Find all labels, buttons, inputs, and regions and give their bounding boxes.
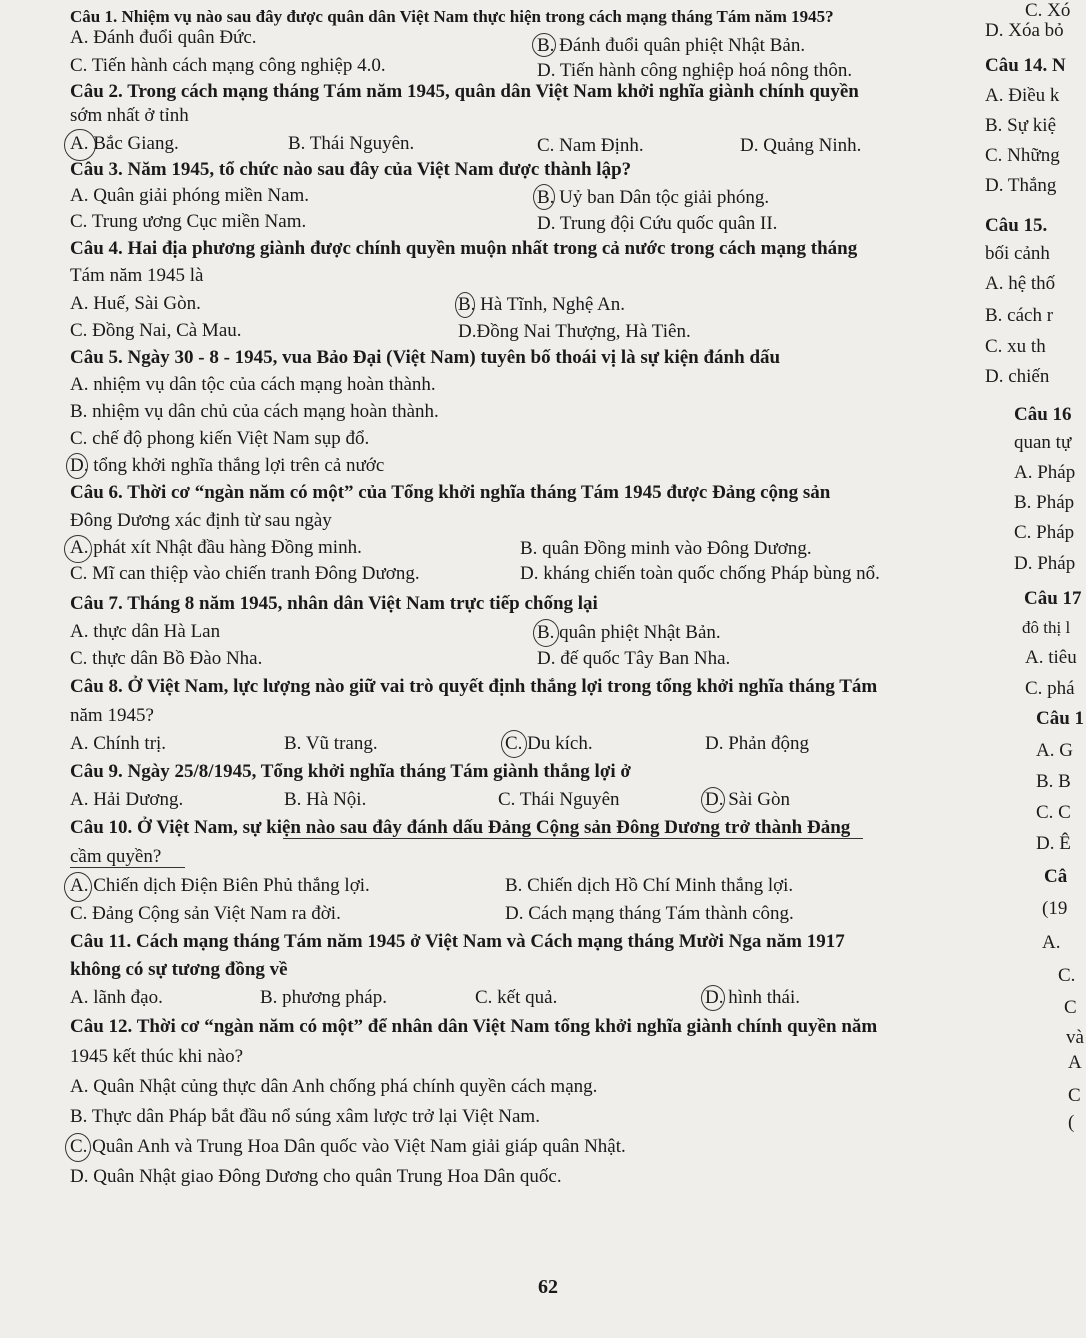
q10-underline-2: [70, 867, 185, 868]
right-col-line: C. Những: [985, 145, 1060, 166]
q8-answer-circle: [501, 730, 527, 758]
q1-answer-circle: [532, 33, 556, 57]
q12-stem-line2: 1945 kết thúc khi nào?: [70, 1046, 244, 1067]
q9-stem: Câu 9. Ngày 25/8/1945, Tổng khởi nghĩa tháng Tám giành thắng lợi ở: [70, 761, 631, 782]
q7-option-b: B. quân phiệt Nhật Bản.: [537, 622, 721, 643]
q3-answer-circle: [533, 184, 555, 210]
right-col-line: Câu 14. N: [985, 55, 1066, 76]
right-col-line: B. Pháp: [1014, 492, 1075, 513]
right-col-line: (: [1068, 1112, 1075, 1133]
q4-option-c: C. Đồng Nai, Cà Mau.: [70, 320, 242, 341]
q11-option-b: B. phương pháp.: [260, 987, 387, 1008]
page-number: 62: [538, 1276, 558, 1298]
right-col-line: B. cách r: [985, 305, 1054, 326]
q6-stem-line1: Câu 6. Thời cơ “ngàn năm có một” của Tổng khởi nghĩa tháng Tám 1945 được Đảng cộng sản: [70, 482, 831, 503]
right-col-line: D. chiến: [985, 366, 1050, 387]
q5-option-b: B. nhiệm vụ dân chủ của cách mạng hoàn thành.: [70, 401, 439, 422]
q8-option-d: D. Phản động: [705, 733, 809, 754]
q10-answer-circle: [64, 872, 92, 902]
right-col-line: C. C: [1036, 802, 1071, 823]
right-col-line: A: [1068, 1052, 1082, 1073]
q12-stem-line1: Câu 12. Thời cơ “ngàn năm có một” để nhân dân Việt Nam tổng khởi nghĩa giành chính quyền năm: [70, 1016, 878, 1037]
q8-option-c: C. Du kích.: [505, 733, 593, 754]
q5-stem: Câu 5. Ngày 30 - 8 - 1945, vua Bảo Đại (Việt Nam) tuyên bố thoái vị là sự kiện đánh dấu: [70, 347, 781, 368]
q10-option-a: A. Chiến dịch Điện Biên Phủ thắng lợi.: [70, 875, 370, 896]
q4-stem-line2: Tám năm 1945 là: [70, 265, 204, 286]
q12-answer-circle: [65, 1133, 91, 1162]
right-col-line: D. Xóa bỏ: [985, 20, 1064, 41]
q1-option-b: B. Đánh đuổi quân phiệt Nhật Bản.: [537, 35, 806, 56]
q3-option-a: A. Quân giải phóng miền Nam.: [70, 185, 310, 206]
q10-option-d: D. Cách mạng tháng Tám thành công.: [505, 903, 794, 924]
q4-option-b: B. Hà Tĩnh, Nghệ An.: [458, 294, 625, 315]
q10-option-c: C. Đảng Cộng sản Việt Nam ra đời.: [70, 903, 341, 924]
right-col-line: (19: [1042, 898, 1068, 919]
right-col-line: B. Sự kiệ: [985, 115, 1056, 136]
q3-option-c: C. Trung ương Cục miền Nam.: [70, 211, 307, 232]
q6-option-d: D. kháng chiến toàn quốc chống Pháp bùng nổ.: [520, 563, 880, 584]
q12-option-a: A. Quân Nhật củng thực dân Anh chống phá chính quyền cách mạng.: [70, 1076, 598, 1097]
q12-option-c: C. Quân Anh và Trung Hoa Dân quốc vào Việt Nam giải giáp quân Nhật.: [70, 1136, 626, 1157]
q5-option-c: C. chế độ phong kiến Việt Nam sụp đổ.: [70, 428, 370, 449]
right-col-line: D. Ê: [1036, 833, 1071, 854]
q1-option-c: C. Tiến hành cách mạng công nghiệp 4.0.: [70, 55, 386, 76]
q11-option-d: D. hình thái.: [705, 987, 800, 1008]
right-col-line: Câu 17: [1024, 588, 1082, 609]
q1-stem: Câu 1. Nhiệm vụ nào sau đây được quân dân Việt Nam thực hiện trong cách mạng tháng Tám năm 1945?: [70, 7, 834, 26]
q10-underline: [283, 838, 863, 839]
q8-option-b: B. Vũ trang.: [284, 733, 378, 754]
right-col-line: C. phá: [1025, 678, 1075, 699]
q6-option-a: A. phát xít Nhật đầu hàng Đồng minh.: [70, 537, 362, 558]
q10-stem-line1: Câu 10. Ở Việt Nam, sự kiện nào sau đây đánh dấu Đảng Cộng sản Đông Dương trở thành Đảng: [70, 817, 851, 838]
q9-answer-circle: [701, 787, 725, 813]
right-col-line: C: [1068, 1085, 1081, 1106]
q2-option-c: C. Nam Định.: [537, 135, 644, 156]
q10-stem-line2: cầm quyền?: [70, 846, 162, 867]
right-col-line: quan tự: [1014, 432, 1072, 453]
right-col-line: A. Điều k: [985, 85, 1060, 106]
q8-option-a: A. Chính trị.: [70, 733, 167, 754]
q10-option-b: B. Chiến dịch Hồ Chí Minh thắng lợi.: [505, 875, 794, 896]
q6-option-b: B. quân Đồng minh vào Đông Dương.: [520, 538, 812, 559]
q3-option-d: D. Trung đội Cứu quốc quân II.: [537, 213, 778, 234]
q9-option-b: B. Hà Nội.: [284, 789, 367, 810]
q11-stem-line1: Câu 11. Cách mạng tháng Tám năm 1945 ở Việt Nam và Cách mạng tháng Mười Nga năm 1917: [70, 931, 845, 952]
q4-option-d: D.Đồng Nai Thượng, Hà Tiên.: [458, 321, 691, 342]
q1-option-d: D. Tiến hành công nghiệp hoá nông thôn.: [537, 60, 853, 81]
q8-stem-line1: Câu 8. Ở Việt Nam, lực lượng nào giữ vai trò quyết định thắng lợi trong tổng khởi nghĩa tháng Tám: [70, 676, 878, 697]
q11-option-c: C. kết quả.: [475, 987, 558, 1008]
q6-answer-circle: [64, 535, 92, 563]
q7-option-d: D. đế quốc Tây Ban Nha.: [537, 648, 731, 669]
q9-option-d: D. Sài Gòn: [705, 789, 790, 810]
q5-option-d: D. tổng khởi nghĩa thắng lợi trên cả nước: [70, 455, 385, 476]
right-col-line: A. hệ thố: [985, 273, 1056, 294]
q3-stem: Câu 3. Năm 1945, tổ chức nào sau đây của Việt Nam được thành lập?: [70, 159, 632, 180]
q7-option-a: A. thực dân Hà Lan: [70, 621, 221, 642]
q8-stem-line2: năm 1945?: [70, 705, 154, 726]
right-col-line: B. B: [1036, 771, 1071, 792]
q2-stem-line1: Câu 2. Trong cách mạng tháng Tám năm 1945, quân dân Việt Nam khởi nghĩa giành chính quyền: [70, 81, 859, 102]
right-col-line: Câu 1: [1036, 708, 1085, 729]
q6-stem-line2: Đông Dương xác định từ sau ngày: [70, 510, 332, 531]
q11-answer-circle: [701, 985, 725, 1011]
q6-option-c: C. Mĩ can thiệp vào chiến tranh Đông Dương.: [70, 563, 420, 584]
q7-option-c: C. thực dân Bồ Đào Nha.: [70, 648, 263, 669]
right-col-line: A.: [1042, 932, 1061, 953]
right-col-line: Câu 15.: [985, 215, 1048, 236]
right-col-line: C. Xó: [1025, 0, 1071, 21]
q4-answer-circle: [455, 292, 475, 318]
q9-option-c: C. Thái Nguyên: [498, 789, 620, 810]
q2-option-a: A. Bắc Giang.: [70, 133, 179, 154]
right-col-line: C. xu th: [985, 336, 1046, 357]
q2-option-d: D. Quảng Ninh.: [740, 135, 862, 156]
right-col-line: đô thị l: [1022, 618, 1071, 637]
right-col-line: C: [1064, 997, 1077, 1018]
right-col-line: C. Pháp: [1014, 522, 1075, 543]
q11-option-a: A. lãnh đạo.: [70, 987, 163, 1008]
q9-option-a: A. Hải Dương.: [70, 789, 184, 810]
q12-option-b: B. Thực dân Pháp bắt đầu nổ súng xâm lược trở lại Việt Nam.: [70, 1106, 540, 1127]
right-col-line: Câu 16: [1014, 404, 1072, 425]
q7-stem: Câu 7. Tháng 8 năm 1945, nhân dân Việt Nam trực tiếp chống lại: [70, 593, 598, 614]
right-col-line: bối cảnh: [985, 243, 1050, 264]
q2-stem-line2: sớm nhất ở tỉnh: [70, 105, 189, 126]
q1-option-a: A. Đánh đuổi quân Đức.: [70, 27, 257, 48]
q5-answer-circle: [66, 453, 88, 479]
right-col-line: A. Pháp: [1014, 462, 1076, 483]
right-col-line: C.: [1058, 965, 1076, 986]
right-col-line: D. Pháp: [1014, 553, 1076, 574]
q3-option-b: B. Uỷ ban Dân tộc giải phóng.: [537, 187, 770, 208]
q11-stem-line2: không có sự tương đồng về: [70, 959, 288, 980]
right-col-line: Câ: [1044, 866, 1068, 887]
q2-answer-circle: [64, 129, 96, 161]
q2-option-b: B. Thái Nguyên.: [288, 133, 415, 154]
q4-stem-line1: Câu 4. Hai địa phương giành được chính quyền muộn nhất trong cả nước trong cách mạng tháng: [70, 238, 858, 259]
right-col-line: A. tiêu: [1025, 647, 1077, 668]
right-col-line: và: [1066, 1027, 1084, 1048]
q4-option-a: A. Huế, Sài Gòn.: [70, 293, 201, 314]
right-col-line: A. G: [1036, 740, 1073, 761]
right-col-line: D. Thắng: [985, 175, 1057, 196]
q7-answer-circle: [533, 619, 559, 647]
q5-option-a: A. nhiệm vụ dân tộc của cách mạng hoàn thành.: [70, 374, 436, 395]
q12-option-d: D. Quân Nhật giao Đông Dương cho quân Trung Hoa Dân quốc.: [70, 1166, 562, 1187]
